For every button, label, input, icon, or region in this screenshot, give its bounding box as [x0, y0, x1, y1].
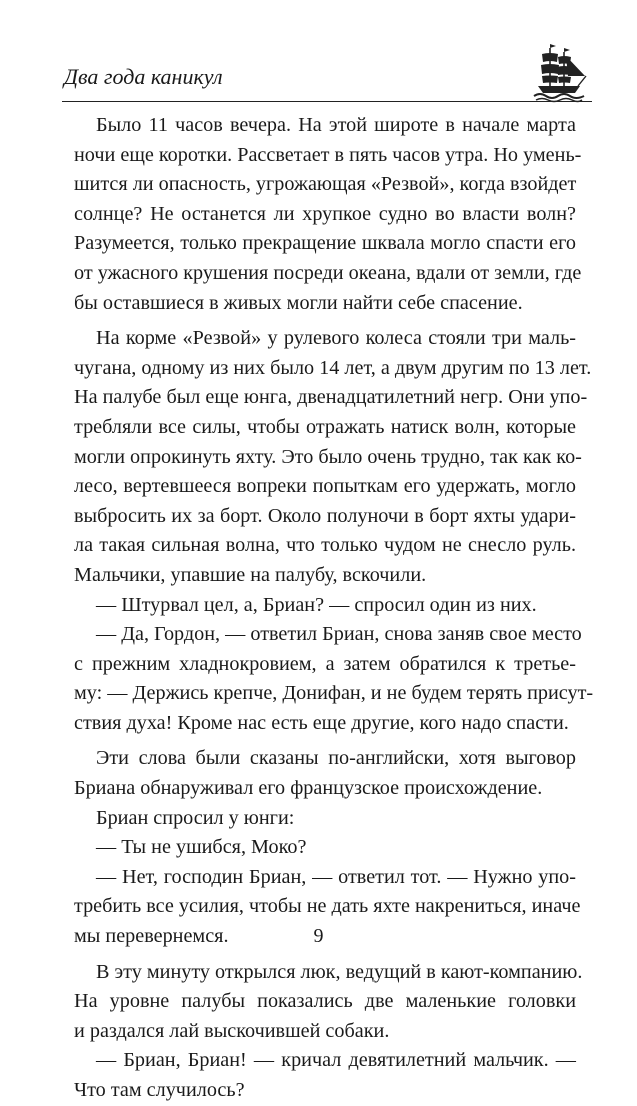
- text-line: ночи еще коротки. Рассветает в пять часов утра. Но умень-: [74, 143, 582, 166]
- running-title: Два года каникул: [64, 64, 223, 89]
- text-line: ствия духа! Кроме нас есть еще другие, кого надо спасти.: [74, 711, 569, 734]
- body-text: [74, 111, 594, 1106]
- text-line: требляли все силы, чтобы отражать натиск волн, которые: [74, 415, 576, 438]
- text-line: Бриана обнаруживал его французское происхождение.: [74, 777, 543, 800]
- text-line: Мальчики, упавшие на палубу, вскочили.: [74, 563, 427, 586]
- text-line: могли опрокинуть яхту. Это было очень трудно, так как ко-: [74, 445, 582, 468]
- header-rule: [62, 101, 592, 102]
- text-line: На уровне палубы показались две маленькие головки: [74, 990, 576, 1013]
- text-line: — Штурвал цел, а, Бриан? — спросил один из них.: [96, 593, 537, 616]
- text-line: лесо, вертевшееся вопреки попыткам его удержать, могло: [74, 475, 576, 498]
- text-line: — Нет, господин Бриан, — ответил тот. — Нужно упо-: [96, 865, 576, 888]
- text-line: от ужасного крушения посреди океана, вдали от земли, где: [74, 261, 582, 284]
- ship-emblem-icon: [530, 42, 588, 102]
- text-line: солнце? Не останется ли хрупкое судно во власти волн?: [74, 202, 576, 225]
- text-line: Разумеется, только прекращение шквала могло спасти его: [74, 232, 576, 255]
- text-line: бы оставшиеся в живых могли найти себе спасение.: [74, 291, 523, 314]
- text-line: — Ты не ушибся, Моко?: [96, 836, 307, 859]
- text-line: Бриан спросил у юнги:: [96, 806, 295, 829]
- text-line: Что там случилось?: [74, 1079, 245, 1101]
- text-line: и раздался лай выскочившей собаки.: [74, 1019, 390, 1042]
- text-line: му: — Держись крепче, Донифан, и не будем терять присут-: [74, 682, 594, 705]
- text-line: ла такая сильная волна, что только чудом не снесло руль.: [74, 534, 576, 557]
- page-number: 9: [313, 925, 324, 947]
- text-line: — Бриан, Бриан! — кричал девятилетний мальчик. —: [96, 1049, 576, 1072]
- text-line: шится ли опасность, угрожающая «Резвой», когда взойдет: [74, 173, 577, 196]
- text-line: — Да, Гордон, — ответил Бриан, снова заняв свое место: [96, 623, 582, 646]
- text-line: В эту минуту открылся люк, ведущий в кают-компанию.: [96, 960, 583, 983]
- text-line: Эти слова были сказаны по-английски, хотя выговор: [96, 747, 576, 770]
- text-line: с прежним хладнокровием, а затем обратился к третье-: [74, 652, 576, 675]
- text-line: чугана, одному из них было 14 лет, а двум другим по 13 лет.: [74, 356, 592, 379]
- text-line: На корме «Резвой» у рулевого колеса стояли три маль-: [96, 327, 576, 350]
- text-line: Было 11 часов вечера. На этой широте в начале марта: [96, 114, 576, 136]
- text-line: выбросить их за борт. Около полуночи в борт яхты удари-: [74, 504, 576, 527]
- text-line: мы перевернемся.: [74, 925, 229, 948]
- text-line: требить все усилия, чтобы не дать яхте накрениться, иначе: [74, 895, 581, 918]
- text-line: На палубе был еще юнга, двенадцатилетний негр. Они упо-: [74, 386, 588, 409]
